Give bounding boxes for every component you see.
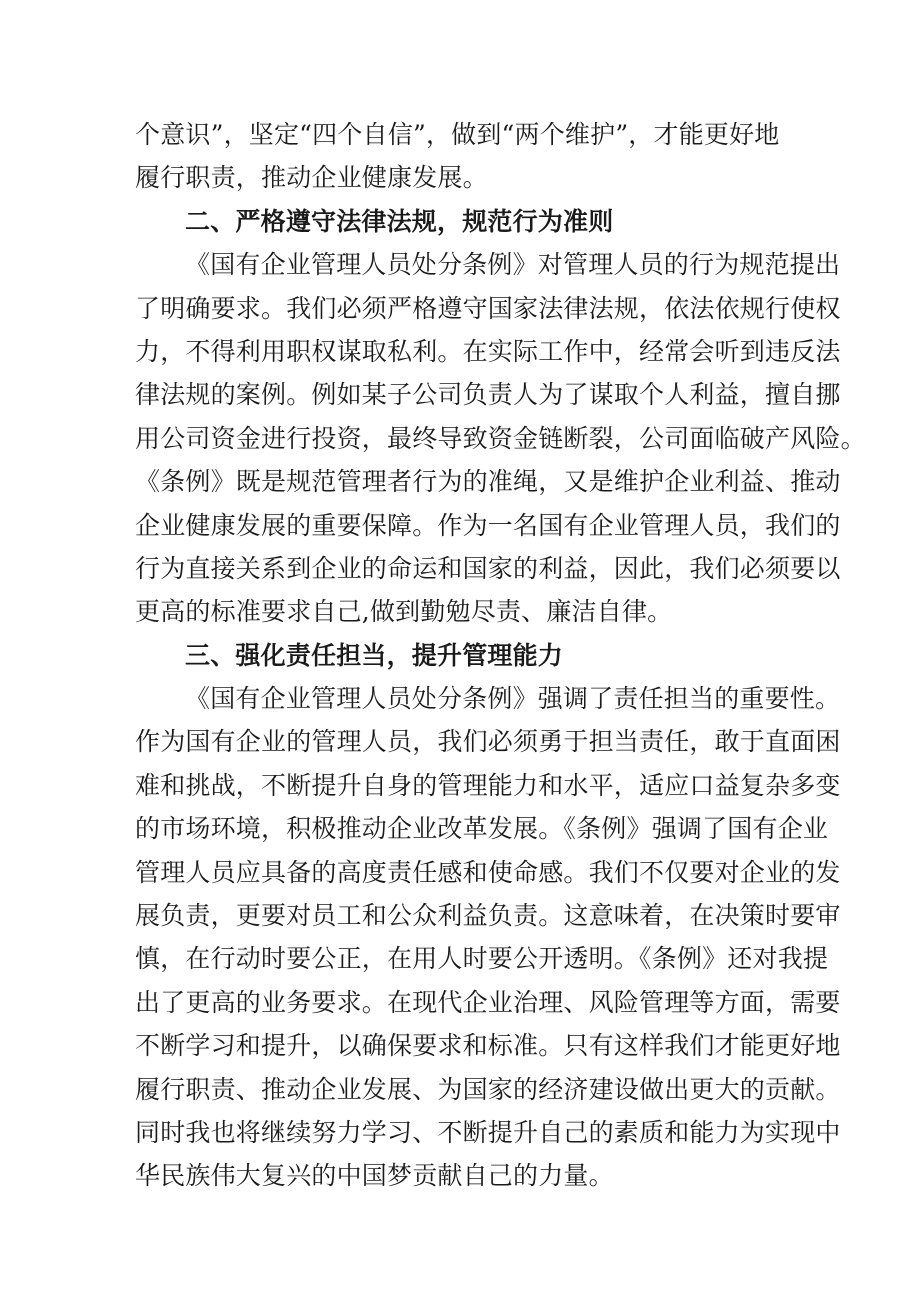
text-line: 个意识”，坚定“四个自信”，做到“两个维护”，才能更好地 (135, 120, 780, 149)
section-heading-2: 二、严格遵守法律法规，规范行为准则 (185, 206, 614, 236)
text-line: 慎，在行动时要公正，在用人时要公开透明。《条例》还对我提 (135, 944, 829, 974)
document-body (135, 113, 866, 1198)
text-line: 《国有企业管理人员处分条例》对管理人员的行为规范提出 (185, 250, 841, 280)
text-line: 华民族伟大复兴的中国梦贡献自己的力量。 (135, 1161, 614, 1191)
text-line: 行为直接关系到企业的命运和国家的利益，因此，我们必须要以 (135, 553, 841, 583)
paragraph-3 (135, 677, 841, 1198)
text-line: 展负责，更要对员工和公众利益负责。这意味着，在决策时要审 (135, 901, 841, 931)
text-line: 履行职责，推动企业健康发展。 (135, 163, 488, 193)
text-line: 同时我也将继续努力学习、不断提升自己的素质和能力为实现中 (135, 1117, 841, 1147)
text-line: 力，不得利用职权谋取私利。在实际工作中，经常会听到违反法 (135, 336, 841, 366)
text-line: 出了更高的业务要求。在现代企业治理、风险管理等方面，需要 (135, 987, 841, 1017)
text-line: 《国有企业管理人员处分条例》强调了责任担当的重要性。 (185, 684, 841, 714)
text-line: 作为国有企业的管理人员，我们必须勇于担当责任，敢于直面困 (135, 727, 841, 757)
paragraph-2 (135, 243, 866, 634)
text-line: 难和挑战，不断提升自身的管理能力和水平，适应口益复杂多变 (135, 770, 841, 800)
text-line: 了明确要求。我们必须严格遵守国家法律法规，依法依规行使权 (135, 293, 841, 323)
paragraph-1 (135, 113, 785, 200)
text-line: 履行职责、推动企业发展、为国家的经济建设做出更大的贡献。 (135, 1074, 841, 1104)
text-line: 律法规的案例。例如某子公司负责人为了谋取个人利益，擅自挪 (135, 380, 841, 410)
text-line: 《条例》既是规范管理者行为的准绳，又是维护企业利益、推动 (135, 467, 841, 497)
text-line: 用公司资金进行投资，最终导致资金链断裂，公司面临破产风险。 (135, 423, 866, 453)
text-line: 更高的标准要求自己,做到勤勉尽责、廉洁自律。 (135, 597, 673, 627)
section-heading-3: 三、强化责任担当，提升管理能力 (185, 640, 564, 670)
text-line: 管理人员应具备的高度责任感和使命感。我们不仅要对企业的发 (135, 857, 841, 887)
text-line: 不断学习和提升，以确保要求和标准。只有这样我们才能更好地 (135, 1031, 841, 1061)
text-line: 的市场环境，积极推动企业改革发展。《条例》强调了国有企业 (135, 814, 829, 844)
text-line: 企业健康发展的重要保障。作为一名国有企业管理人员，我们的 (135, 510, 841, 540)
